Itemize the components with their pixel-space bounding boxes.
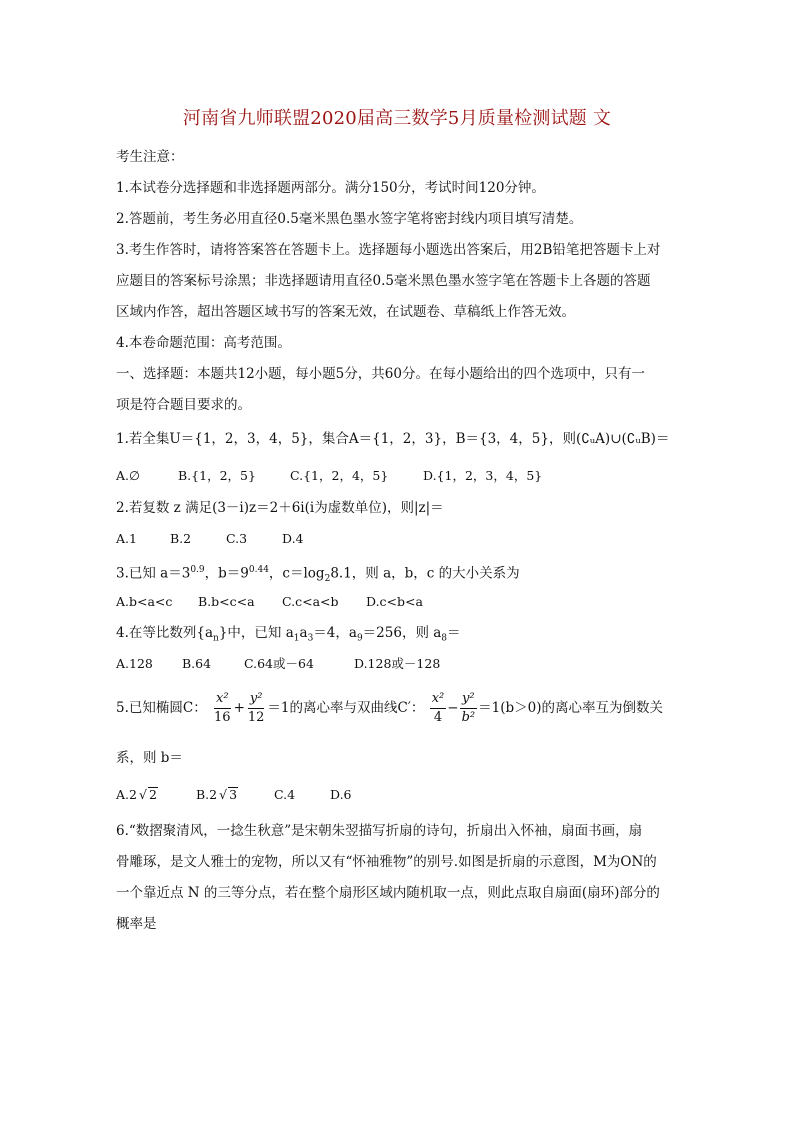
notice-heading: 考生注意： [116, 149, 184, 165]
option-d: D.{1，2，3，4，5} [423, 468, 543, 483]
option-d: D.6 [330, 787, 352, 802]
notice-2: 2.答题前，考生务必用直径0.5毫米黑色墨水签字笔将密封线内项目填写清楚。 [116, 211, 583, 227]
fraction-x2-16: $\frac{\text{x²}}{16}$ [214, 691, 231, 725]
question-6-line-4: 概率是 [116, 916, 157, 932]
question-5-stem: 5.已知椭圆C： $\frac{\text{x²}}{16}$ + $\frac{\text{y²}}{12}$ ＝1的离心率与双曲线C′： $\frac{\text{x²}}{4}$ − $\frac{\text{y²}}{\text{b²}}$ ＝1(b＞0)的离心率互为倒数关 [116, 691, 663, 725]
option-c: C.4 [274, 787, 296, 802]
option-b: B.b<c<a [198, 594, 255, 609]
option-d: D.c<b<a [366, 594, 423, 609]
question-2-options [116, 529, 304, 549]
option-d: D.128或－128 [354, 656, 441, 671]
option-c: C.3 [226, 531, 248, 546]
question-4-stem: 4.在等比数列$\{a_n\}$中，已知 $a_1a_3=4$，$a_9=256$，则 $a_8=$ [116, 625, 461, 644]
question-4-options [116, 654, 440, 674]
option-a: A.1 [116, 531, 137, 546]
section-heading-line-2: 项是符合题目要求的。 [116, 397, 251, 413]
question-1-stem: 1.若全集U＝{1，2，3，4，5}，集合A＝{1，2，3}，B＝{3，4，5}，则(∁ᵤA)∪(∁ᵤB)＝ [116, 431, 670, 447]
question-3-options [116, 592, 423, 612]
question-6-line-1: 6.“数摺聚清风，一捻生秋意”是宋朝朱翌描写折扇的诗句，折扇出入怀袖，扇面书画，扇 [116, 823, 643, 839]
option-c: C.c<a<b [282, 594, 339, 609]
question-1-options [116, 466, 542, 486]
option-a: A.128 [116, 656, 153, 671]
notice-1: 1.本试卷分选择题和非选择题两部分。满分150分，考试时间120分钟。 [116, 180, 545, 196]
option-b: B.2 [170, 531, 192, 546]
fraction-y2-12: $\frac{\text{y²}}{12}$ [247, 691, 265, 725]
option-d: D.4 [282, 531, 304, 546]
fraction-x2-4: $\frac{\text{x²}}{4}$ [431, 691, 445, 725]
notice-3-line-1: 3.考生作答时，请将答案答在答题卡上。选择题每小题选出答案后，用2B铅笔把答题卡上对 [116, 242, 661, 258]
page-title: 河南省九师联盟2020届高三数学5月质量检测试题 文 [182, 108, 612, 129]
option-a: A.∅ [116, 468, 140, 483]
question-5-options [116, 785, 352, 805]
question-3-stem: 3.已知 $a=3^{0.9}$，$b=9^{0.44}$，$c=\log_28.1$，则 a，b，c 的大小关系为 [116, 565, 520, 585]
fraction-y2-b2: $\frac{\text{y²}}{\text{b²}}$ [461, 691, 476, 725]
option-a: A.2 √ 2 [116, 787, 157, 802]
option-b: B.{1，2，5} [178, 468, 256, 483]
option-b: B.2 √ 3 [196, 787, 238, 802]
section-heading-line-1: 一、选择题：本题共12小题，每小题5分，共60分。在每小题给出的四个选项中，只有一 [116, 366, 645, 382]
question-6-line-3: 一个靠近点 N 的三等分点，若在整个扇形区域内随机取一点，则此点取自扇面(扇环)部分的 [116, 885, 660, 901]
option-c: C.64或－64 [244, 656, 314, 671]
option-c: C.{1，2，4，5} [290, 468, 389, 483]
notice-3-line-3: 区域内作答，超出答题区域书写的答案无效，在试题卷、草稿纸上作答无效。 [116, 304, 575, 320]
notice-3-line-2: 应题目的答案标号涂黑；非选择题请用直径0.5毫米黑色墨水签字笔在答题卡上各题的答题 [116, 273, 651, 289]
option-b: B.64 [182, 656, 212, 671]
notice-4: 4.本卷命题范围：高考范围。 [116, 335, 291, 351]
question-6-line-2: 骨雕琢，是文人雅士的宠物，所以又有“怀袖雅物”的别号.如图是折扇的示意图，M为ON的 [116, 854, 657, 870]
question-2-stem: 2.若复数 z 满足(3－i)z＝2＋6i(i为虚数单位)，则|z|＝ [116, 500, 444, 516]
option-a: A.b<a<c [116, 594, 173, 609]
question-5-stem-line-2: 系，则 b＝ [116, 750, 183, 766]
